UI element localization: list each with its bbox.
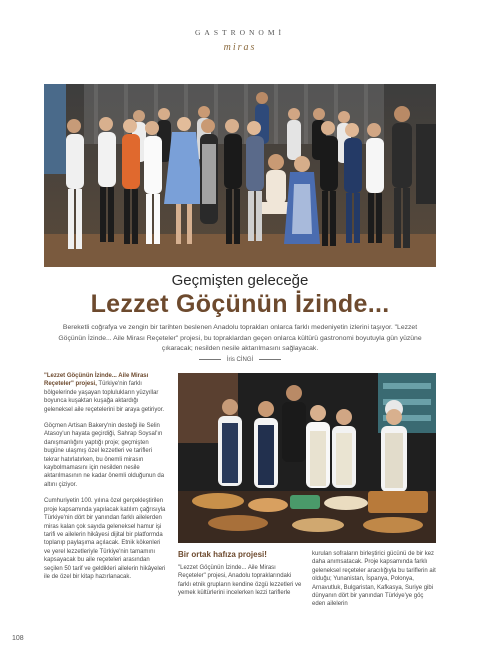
- group-photo: [44, 84, 436, 267]
- text-column-2: [178, 550, 302, 606]
- chefs-photo-illustration: [178, 373, 436, 543]
- column-3-text: kurulan sofraların birleştirici gücünü de bir kez daha anımsatacak. Proje kapsamında farklı geleneksel reçeteler aracılığıyla bu tariflerin ait olduğu; Yunanistan, İspanya, Polonya, Arnavutluk, Bulgaristan, Kafkasya, Suriye gibi dünyanın dört bir yanından Türkiye'ye göç eden ailelerin: [312, 551, 436, 608]
- byline-rule-right: [259, 359, 281, 360]
- group-photo-illustration: [44, 84, 436, 267]
- subsection-title: miras: [223, 42, 257, 53]
- article-lead: Bereketli coğrafya ve zengin bir tarihten beslenen Anadolu toprakları onlarca farklı medeniyetin izlerini taşıyor. "Lezzet Göçünün İzinde... Aile Mirası Reçeteler" projesi, bu topraklardan geçen onlarca kültürü gastronomi boyutuyla gün yüzüne çıkaracak; nesilden nesile aktarılmasını sağlayacak.: [58, 324, 422, 352]
- paragraph-intro: [44, 372, 166, 414]
- byline-rule-left: [199, 359, 221, 360]
- paragraph-3: Cumhuriyetin 100. yılına özel gerçekleştirilen proje kapsamında yapılacak katılım çağrısıyla Türkiye'nin dört bir yanından farklı ailelerden miras kalan çok sayıda geleneksel hamur işi tarifi ve ailelerin hikâyesi dijital bir platformda toplanıp paylaşıma açılacak. Etnik kökenleri ve yerel lezzetleriyle Türkiye'nin tamamını kapsayacak bu aile reçeteleri arasından seçilen 50 tarif ve geldikleri ailelerin hikâyeleri ile de özel bir kitap hazırlanacak.: [44, 498, 166, 580]
- byline: [0, 357, 480, 363]
- author-name: İris CİNGİ: [226, 357, 254, 363]
- paragraph-2: Göçmen Artisan Bakery'nin desteği ile Selin Atasoy'un hayata geçirdiği, Sahrap Soysal'ın danışmanlığını yaptığı proje; geçmişten bugüne ulaşmış özel lezzetleri ve tarifleri tekrar hatırlatırken, bu önemli mirasın kaybolmamasını için nesilden nesile aktarılmasının ne kadar önemli olduğunun da altını çiziyor.: [44, 423, 165, 488]
- article-kicker: Geçmişten geleceğe: [171, 272, 309, 289]
- article-title: Lezzet Göçünün İzinde...: [90, 290, 390, 318]
- intro-bold-1: "Lezzet Göçünün İzinde...: [44, 373, 119, 379]
- section-title: GASTRONOMİ: [194, 28, 285, 37]
- subheading: Bir ortak hafıza projesi!: [178, 550, 267, 559]
- intro-bold-2: Aile Mirası Reçeteler" projesi,: [44, 373, 149, 388]
- page-number: 108: [12, 635, 24, 642]
- chefs-photo: [178, 373, 436, 543]
- text-column-1: [44, 372, 166, 589]
- intro-rest: Türkiye'nin farklı bölgelerinde yaşayan toplulukların yüzyıllar boyunca kuşaktan kuşağa aktardığı geleneksel aile reçetelerini bir araya getiriyor.: [44, 381, 165, 413]
- section-header: [0, 28, 480, 53]
- text-column-3: [312, 550, 436, 617]
- column-2-text: "Lezzet Göçünün İzinde... Aile Mirası Reçeteler" projesi, Anadolu topraklarındaki farklı etnik grupların kendine özgü lezzetleri ve yemek kültürlerini incelerken lezzi tariflerle: [178, 565, 302, 597]
